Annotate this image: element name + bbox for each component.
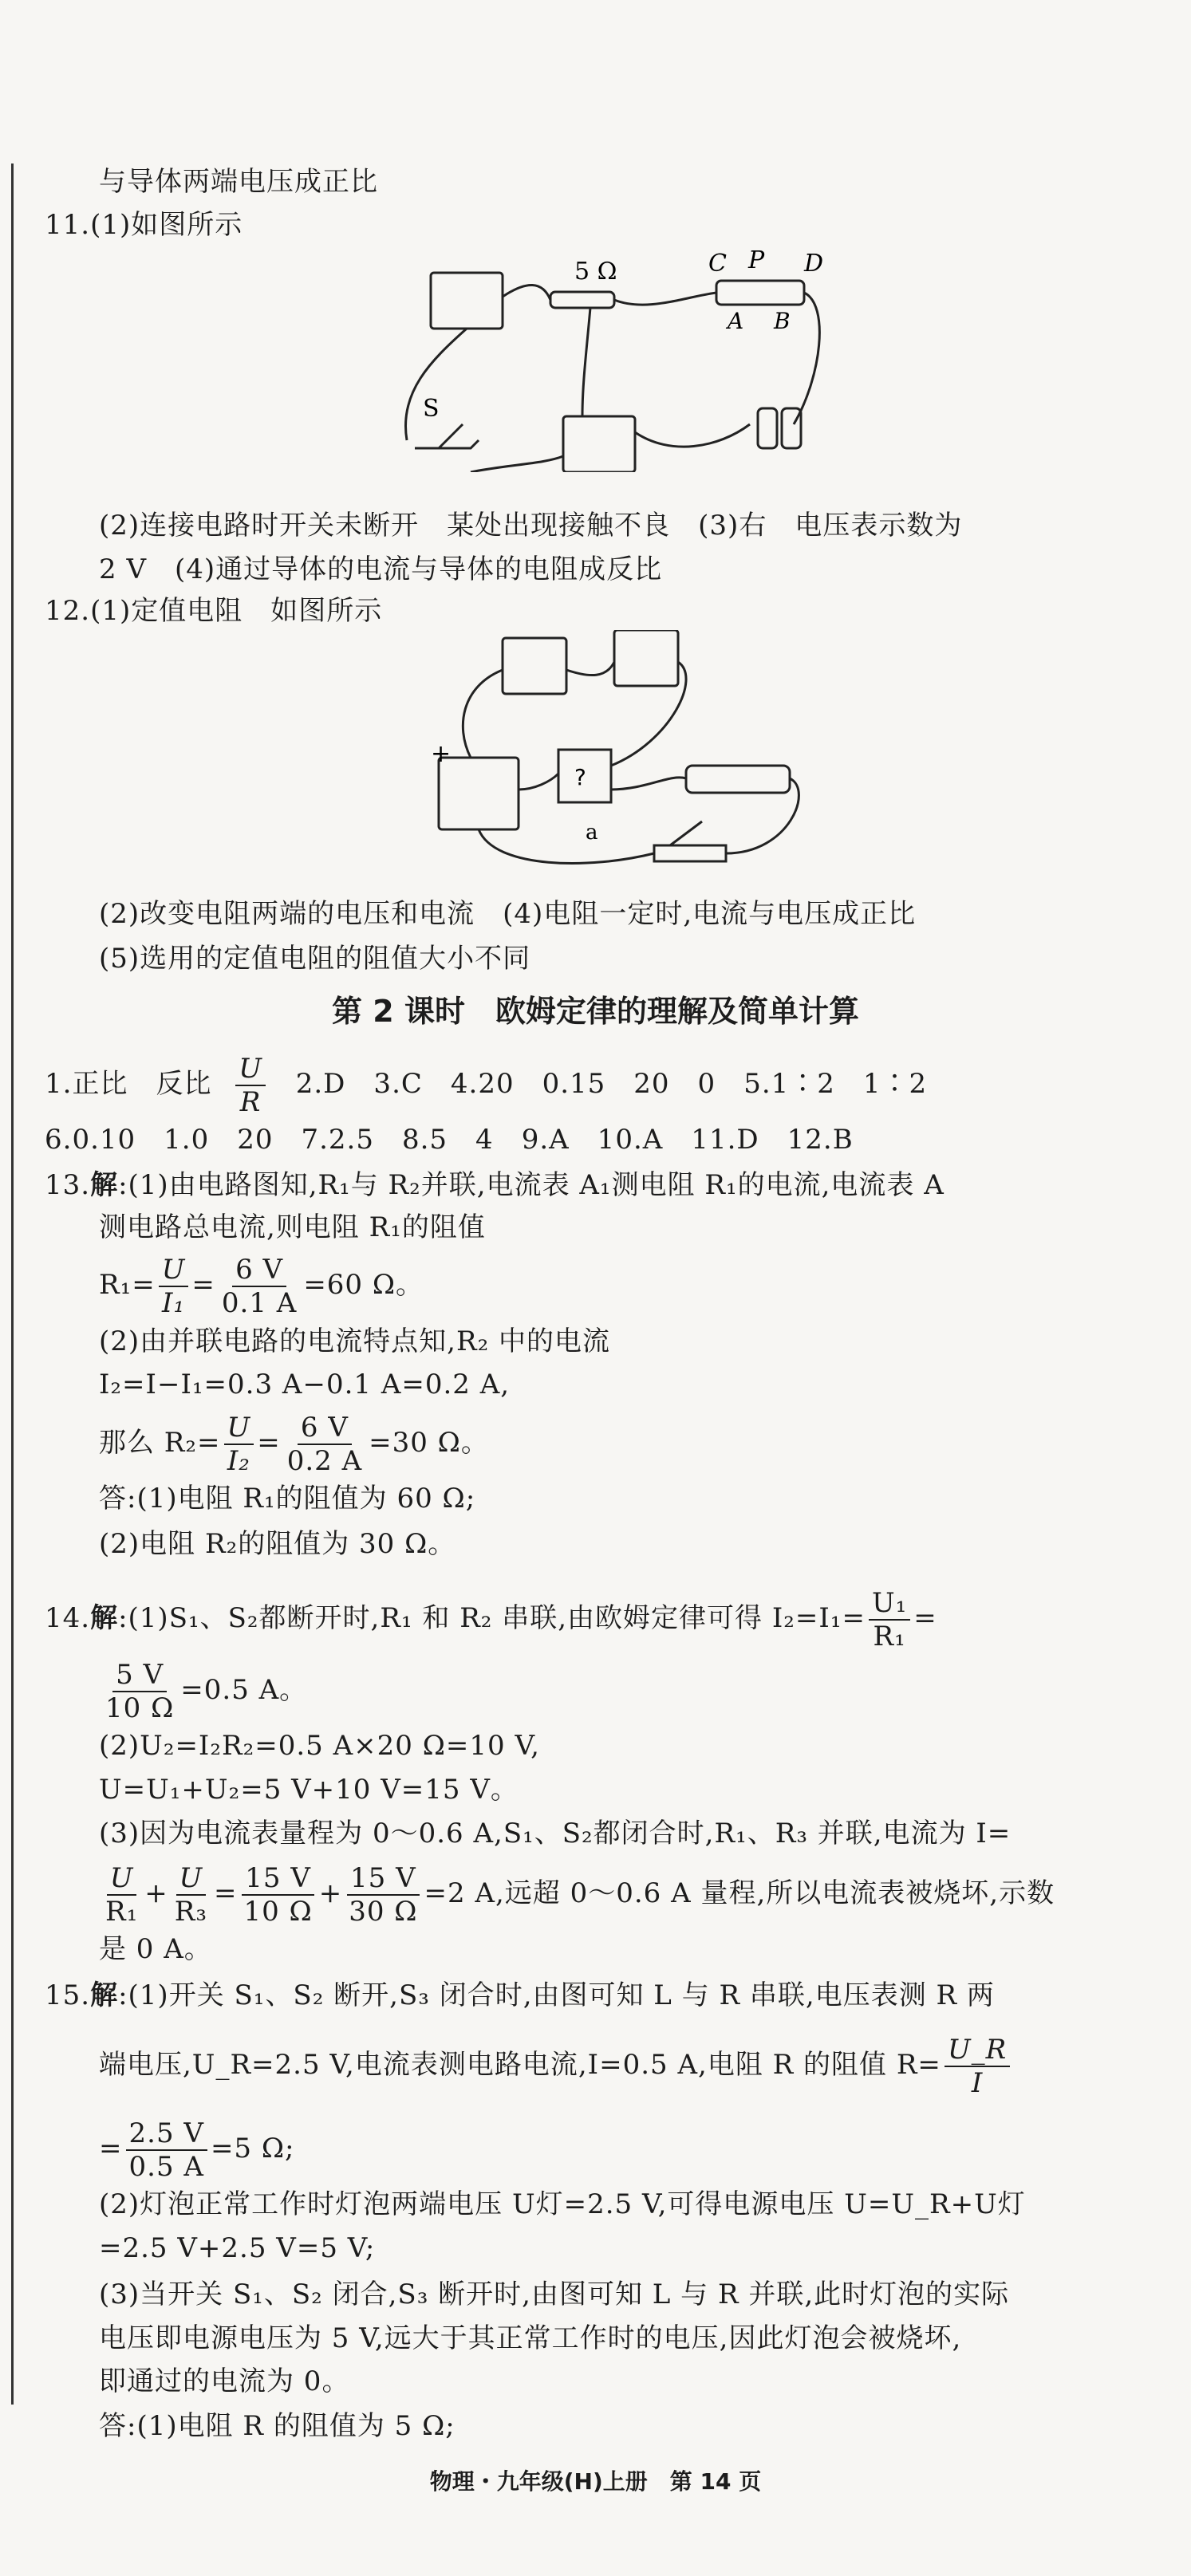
text-line: 答:(1)电阻 R 的阻值为 5 Ω; <box>99 2410 455 2442</box>
text-line: U=U₁+U₂=5 V+10 V=15 V。 <box>99 1774 519 1806</box>
text-line: =2.5 V+2.5 V=5 V; <box>99 2232 376 2264</box>
section-title: 第 2 课时 欧姆定律的理解及简单计算 <box>332 994 859 1029</box>
svg-text:B: B <box>774 308 791 334</box>
question-14: 14.解:(1)S₁、S₂都断开时,R₁ 和 R₂ 串联,由欧姆定律可得 I₂=I₁= $\frac{\text{U₁}}{\text{R₁}}$ = <box>45 1587 937 1652</box>
equation: R₁= $\frac{U}{\text{I₁}}$ = $\frac{6 V}{0.1 A}$ =60 Ω。 <box>99 1254 424 1319</box>
text-line: (2)灯泡正常工作时灯泡两端电压 U灯=2.5 V,可得电源电压 U=U_R+U灯 <box>99 2188 1026 2220</box>
question-15: 15.解:(1)开关 S₁、S₂ 断开,S₃ 闭合时,由图可知 L 与 R 串联,电压表测 R 两 <box>45 1979 995 2011</box>
svg-text:S: S <box>423 395 440 423</box>
resistor-label: 5 Ω <box>574 258 617 286</box>
svg-text:a: a <box>586 821 598 845</box>
text-line: (2)U₂=I₂R₂=0.5 A×20 Ω=10 V, <box>99 1730 540 1762</box>
page-footer: 物理・九年级(H)上册 第 14 页 <box>429 2468 762 2495</box>
text-line: 是 0 A。 <box>99 1933 212 1965</box>
text-line: 电压即电源电压为 5 V,远大于其正常工作时的电压,因此灯泡会被烧坏, <box>99 2322 962 2354</box>
text-line: (2)由并联电路的电流特点知,R₂ 中的电流 <box>99 1325 611 1357</box>
equation: = $\frac{2.5 V}{0.5 A}$ =5 Ω; <box>99 2117 295 2183</box>
text-line: (2)电阻 R₂的阻值为 30 Ω。 <box>99 1528 456 1560</box>
text-line: (2)连接电路时开关未断开 某处出现接触不良 (3)右 电压表示数为 <box>99 510 963 542</box>
equation: $\frac{U}{\text{R₁}}$ + $\frac{U}{\text{R₃}}$ = $\frac{15 V}{10 \Omega}$ + $\frac{15 V}{30 \Omega}$ =2 A,远超 0～0.6 A 量程,所以电流表被烧坏,示数 <box>105 1862 1055 1928</box>
circuit-figure-11 <box>383 249 830 472</box>
text-line: 测电路总电流,则电阻 R₁的阻值 <box>99 1211 486 1243</box>
svg-text:P: P <box>748 249 765 274</box>
question-12: 12.(1)定值电阻 如图所示 <box>45 595 383 627</box>
question-13: 13.解:(1)由电路图知,R₁与 R₂并联,电流表 A₁测电阻 R₁的电流,电流表 A <box>45 1169 945 1201</box>
svg-text:C: C <box>708 250 727 278</box>
text-line: (3)当开关 S₁、S₂ 闭合,S₃ 断开时,由图可知 L 与 R 并联,此时灯泡的实际 <box>99 2279 1010 2310</box>
svg-text:D: D <box>804 250 824 278</box>
svg-text:+: + <box>431 740 452 768</box>
answer-line: 6.0.10 1.0 20 7.2.5 8.5 4 9.A 10.A 11.D 12.B <box>45 1124 854 1156</box>
svg-text:A: A <box>728 308 744 334</box>
answer-line: 1.正比 反比 $\frac{U}{R}$ 2.D 3.C 4.20 0.15 20 0 5.1∶2 1∶2 <box>45 1053 928 1118</box>
text-line: 即通过的电流为 0。 <box>99 2365 350 2397</box>
equation: 端电压,U_R=2.5 V,电流表测电路电流,I=0.5 A,电阻 R 的阻值 R= $\frac{U\_R}{I}$ <box>99 2034 1013 2099</box>
circuit-figure-12 <box>431 630 830 885</box>
text-line: (3)因为电流表量程为 0～0.6 A,S₁、S₂都闭合时,R₁、R₃ 并联,电流为 I= <box>99 1818 1012 1849</box>
text-line: I₂=I−I₁=0.3 A−0.1 A=0.2 A, <box>99 1369 511 1400</box>
margin-line <box>11 163 14 2405</box>
text-line: (2)改变电阻两端的电压和电流 (4)电阻一定时,电流与电压成正比 <box>99 898 917 930</box>
question-11: 11.(1)如图所示 <box>45 209 243 241</box>
text-line: 2 V (4)通过导体的电流与导体的电阻成反比 <box>99 553 663 585</box>
equation: 那么 R₂= $\frac{U}{\text{I₂}}$ = $\frac{6 V}{0.2 A}$ =30 Ω。 <box>99 1412 489 1477</box>
text-line: (5)选用的定值电阻的阻值大小不同 <box>99 943 531 975</box>
svg-text:?: ? <box>574 764 586 790</box>
text-line: 与导体两端电压成正比 <box>99 166 378 198</box>
text-line: 答:(1)电阻 R₁的阻值为 60 Ω; <box>99 1483 476 1514</box>
equation: $\frac{5 V}{10 \Omega}$ =0.5 A。 <box>105 1659 308 1724</box>
